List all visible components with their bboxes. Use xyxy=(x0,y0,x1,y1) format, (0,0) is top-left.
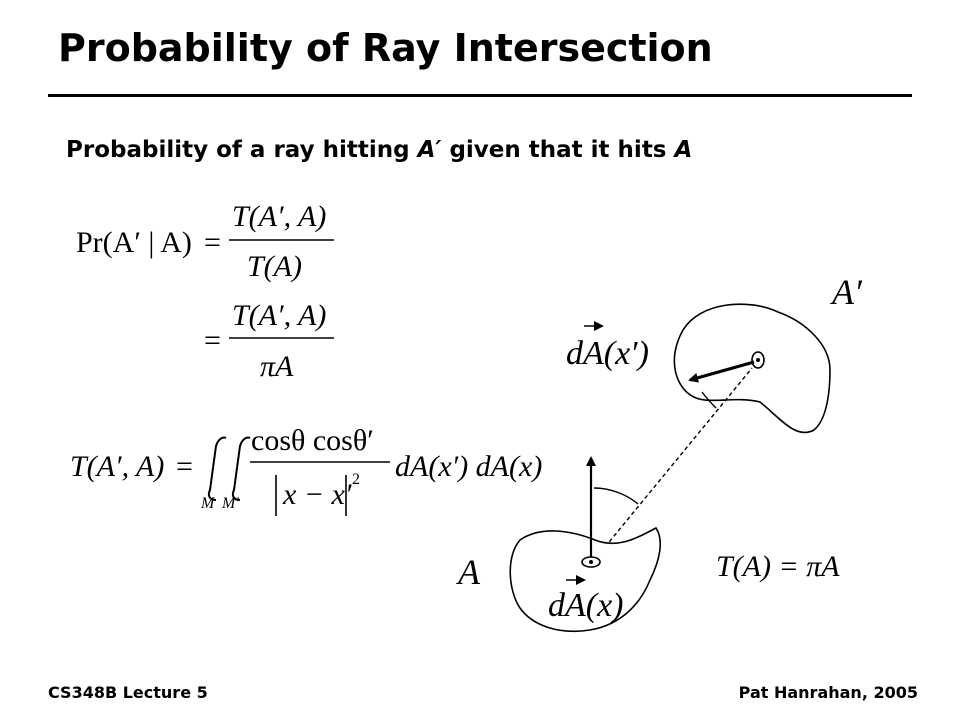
eq3-lhs: T(A′, A) xyxy=(70,450,165,483)
eq3-differentials: dA(x′) dA(x) xyxy=(395,450,543,483)
equation-probability-simplified xyxy=(204,299,334,383)
eq1-numerator: T(A′, A) xyxy=(232,200,327,233)
point-x-dot xyxy=(589,560,593,564)
eq1-equals: = xyxy=(204,226,221,259)
angle-arc-x xyxy=(594,488,638,504)
subtitle-a: A xyxy=(674,137,693,163)
slide-title: Probability of Ray Intersection xyxy=(58,26,713,70)
footer-course: CS348B Lecture 5 xyxy=(48,683,208,702)
label-a-prime: A′ xyxy=(832,272,862,312)
equation-throughput-integral xyxy=(70,424,542,516)
subtitle-a-prime: A′ xyxy=(417,137,442,163)
eq3-sub-m-prime: M′ xyxy=(222,495,239,512)
eq3-equals: = xyxy=(176,450,193,483)
eq2-equals: = xyxy=(204,324,221,357)
point-x-prime-dot xyxy=(756,358,760,362)
eq3-exponent: 2 xyxy=(352,471,360,488)
label-da-x: dA(x) xyxy=(548,587,624,624)
label-da-x-prime: dA(x′) xyxy=(566,335,649,372)
eq3-numerator: cosθ cosθ′ xyxy=(251,424,374,457)
equation-total-throughput: T(A) = πA xyxy=(716,550,840,583)
eq1-lhs: Pr(A′ | A) xyxy=(76,226,192,259)
integral-sign-2 xyxy=(233,437,250,500)
eq1-denominator: T(A) xyxy=(247,250,302,283)
eq2-numerator: T(A′, A) xyxy=(232,299,327,332)
label-a: A xyxy=(458,552,480,592)
integral-sign-1 xyxy=(209,437,226,500)
eq3-sub-m: M xyxy=(201,495,215,512)
equation-probability xyxy=(76,200,334,283)
eq2-denominator: πA xyxy=(260,350,294,383)
subtitle-text-pre: Probability of a ray hitting xyxy=(66,137,418,163)
footer-author: Pat Hanrahan, 2005 xyxy=(738,683,918,702)
eq3-denominator: x − x′ xyxy=(283,478,352,511)
subtitle-text-mid: given that it hits xyxy=(441,137,675,163)
